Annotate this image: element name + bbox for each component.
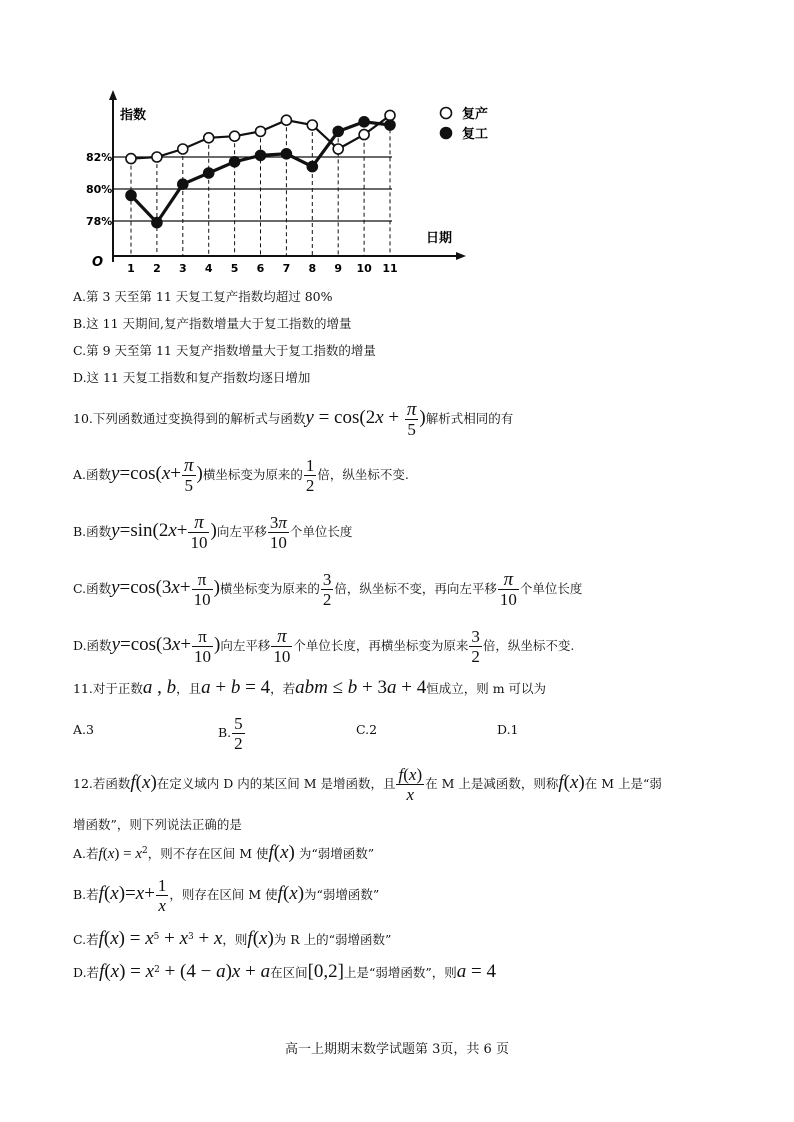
q11-option-c: C.2 — [356, 722, 378, 737]
q12-option-a: A.若$f(x) = x^2$，则不存在区间 M 使f(x) 为“弱增函数” — [73, 842, 375, 863]
data-point-fuchan — [152, 152, 162, 162]
q12-option-b: B.若f(x)=x+ $\frac{1}{x}$ ，则存在区间 M 使f(x)为“弱增函数” — [73, 876, 380, 915]
data-point-fugong — [333, 126, 343, 136]
data-point-fugong — [126, 190, 136, 200]
legend-marker — [441, 128, 452, 139]
y-axis-label: 指数 — [120, 108, 147, 123]
data-point-fuchan — [256, 126, 266, 136]
legend-label: 复产 — [462, 107, 489, 122]
y-tick-label: 78% — [86, 215, 113, 228]
data-point-fuchan — [333, 144, 343, 154]
origin-label: O — [92, 255, 104, 270]
q9-option-d: D.这 11 天复工指数和复产指数均逐日增加 — [73, 370, 311, 385]
x-axis-arrow — [456, 252, 466, 260]
data-point-fugong — [307, 162, 317, 172]
q10-stem-pre: 10.下列函数通过变换得到的解析式与函数 — [73, 411, 306, 426]
data-point-fugong — [359, 117, 369, 127]
legend-marker — [441, 108, 452, 119]
index-line-chart — [0, 0, 794, 280]
data-point-fuchan — [204, 133, 214, 143]
data-point-fugong — [281, 149, 291, 159]
data-point-fugong — [178, 179, 188, 189]
q12-stem-line2: 增函数”，则下列说法正确的是 — [73, 817, 242, 832]
data-point-fuchan — [230, 131, 240, 141]
x-tick-label: 9 — [334, 262, 343, 275]
q11-option-b: B. $\frac{5}{2}$ — [218, 714, 243, 753]
data-point-fuchan — [307, 120, 317, 130]
data-point-fuchan — [385, 110, 395, 120]
x-tick-label: 10 — [356, 262, 372, 275]
data-point-fugong — [230, 157, 240, 167]
q10-stem: 10.下列函数通过变换得到的解析式与函数y = cos(2x + $\frac{\pi}{5}$ )解析式相同的有 — [73, 399, 514, 439]
x-tick-label: 7 — [282, 262, 291, 275]
data-point-fugong — [204, 168, 214, 178]
x-tick-label: 4 — [204, 262, 213, 275]
q10-stem-post: 解析式相同的有 — [425, 411, 514, 426]
data-point-fugong — [152, 218, 162, 228]
x-tick-label: 2 — [153, 262, 161, 275]
y-axis-arrow — [109, 90, 117, 100]
q11-option-d: D.1 — [497, 722, 519, 737]
data-point-fuchan — [359, 130, 369, 140]
q12-option-d: D.若$f(x) = x^2 + (4 - a)x + a$在区间[0,2]上是“弱增函数”，则a = 4 — [73, 961, 496, 982]
x-tick-label: 6 — [256, 262, 265, 275]
data-point-fugong — [385, 120, 395, 130]
x-axis-label: 日期 — [426, 231, 453, 246]
q12-stem-line1: 12.若函数f(x)在定义域内 D 内的某区间 M 是增函数，且 $\frac{f(x)}{x}$ 在 M 上是减函数，则称f(x)在 M 上是“弱 — [73, 765, 662, 804]
data-point-fuchan — [281, 115, 291, 125]
q9-option-c: C.第 9 天至第 11 天复产指数增量大于复工指数的增量 — [73, 343, 376, 358]
x-tick-label: 8 — [308, 262, 317, 275]
data-point-fuchan — [126, 154, 136, 164]
q10-option-d: D.函数y=cos(3x+ $\frac{\pi}{10}$ )向左平移 $\frac{\pi}{10}$ 个单位长度，再横坐标变为原来 $\frac{3}{2}$ 倍，纵坐标不变. — [73, 626, 575, 666]
x-tick-label: 5 — [230, 262, 239, 275]
x-tick-label: 1 — [127, 262, 135, 275]
legend-label: 复工 — [462, 127, 489, 142]
q11-option-a: A.3 — [73, 722, 94, 737]
data-point-fuchan — [178, 144, 188, 154]
q9-option-a: A.第 3 天至第 11 天复工复产指数均超过 80% — [73, 289, 333, 304]
q9-option-b: B.这 11 天期间,复产指数增量大于复工指数的增量 — [73, 316, 352, 331]
q10-option-c: C.函数y=cos(3x+ $\frac{\pi}{10}$ )横坐标变为原来的 $\frac{3}{2}$ 倍，纵坐标不变，再向左平移 $\frac{\pi}{10}$ 个单位长度 — [73, 569, 583, 609]
page-footer: 高一上期期末数学试题第 3页，共 6 页 — [285, 1042, 509, 1057]
data-point-fugong — [256, 150, 266, 160]
y-tick-label: 82% — [86, 151, 113, 164]
q12-option-c: C.若$f(x) = x^5 + x^3 + x$，则f(x)为 R 上的“弱增函数” — [73, 928, 392, 949]
x-tick-label: 11 — [382, 262, 398, 275]
q11-stem: 11.对于正数a , b，且a + b = 4，若abm ≤ b + 3a + 4恒成立，则 m 可以为 — [73, 677, 547, 698]
x-tick-label: 3 — [178, 262, 187, 275]
y-tick-label: 80% — [86, 183, 113, 196]
q10-frac-pi5: $\frac{\pi}{5}$ — [406, 399, 417, 439]
q10-option-b: B.函数y=sin(2x+ $\frac{\pi}{10}$ )向左平移 $\frac{3\pi}{10}$ 个单位长度 — [73, 512, 353, 552]
q10-option-a: A.函数y=cos(x+ $\frac{\pi}{5}$ )横坐标变为原来的 $\frac{1}{2}$ 倍，纵坐标不变. — [73, 455, 409, 495]
